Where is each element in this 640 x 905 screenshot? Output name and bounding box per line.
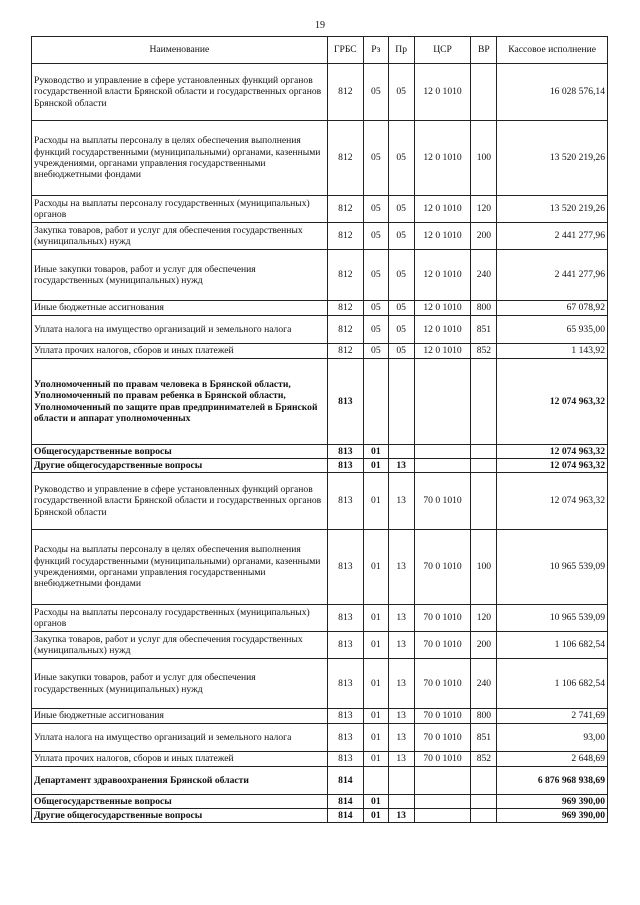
cell-name: Уплата налога на имущество организаций и земельного налога [32, 316, 328, 344]
cell-csr [414, 809, 471, 823]
table-row [32, 724, 608, 752]
cell-grbs: 813 [327, 724, 363, 752]
cell-grbs: 814 [327, 795, 363, 809]
column-header-rz: Рз [363, 37, 388, 64]
cell-pr: 05 [388, 223, 414, 250]
cell-amount: 12 074 963,32 [497, 359, 608, 445]
cell-name: Уплата прочих налогов, сборов и иных платежей [32, 752, 328, 767]
cell-rz: 05 [363, 250, 388, 301]
cell-name: Руководство и управление в сфере установленных функций органов государственной власти Брянской области и государственных органов Брянской области [32, 473, 328, 530]
cell-grbs: 813 [327, 709, 363, 724]
cell-csr [414, 767, 471, 795]
cell-csr: 70 0 1010 [414, 724, 471, 752]
cell-rz: 01 [363, 724, 388, 752]
cell-name: Другие общегосударственные вопросы [32, 459, 328, 473]
column-header-amount: Кассовое исполнение [497, 37, 608, 64]
cell-grbs: 813 [327, 530, 363, 605]
table-body [32, 64, 608, 823]
cell-pr: 13 [388, 709, 414, 724]
cell-csr: 12 0 1010 [414, 250, 471, 301]
column-header-pr: Пр [388, 37, 414, 64]
table-row [32, 767, 608, 795]
cell-rz: 01 [363, 605, 388, 632]
table-row [32, 605, 608, 632]
cell-rz [363, 359, 388, 445]
cell-csr: 12 0 1010 [414, 121, 471, 196]
cell-grbs: 812 [327, 223, 363, 250]
cell-grbs: 813 [327, 752, 363, 767]
cell-amount: 2 741,69 [497, 709, 608, 724]
table-row [32, 459, 608, 473]
table-row [32, 530, 608, 605]
cell-csr [414, 459, 471, 473]
cell-name: Закупка товаров, работ и услуг для обеспечения государственных (муниципальных) нужд [32, 223, 328, 250]
cell-rz: 05 [363, 301, 388, 316]
table-row [32, 359, 608, 445]
cell-rz: 05 [363, 344, 388, 359]
table-header-row [32, 37, 608, 64]
cell-grbs: 813 [327, 473, 363, 530]
cell-amount: 1 106 682,54 [497, 632, 608, 659]
cell-grbs: 813 [327, 632, 363, 659]
cell-name: Расходы на выплаты персоналу в целях обеспечения выполнения функций государственными (муниципальными) органами, казенными учреждениями, органами управления государственными внебюджетными фондами [32, 121, 328, 196]
page-number: 19 [315, 20, 325, 31]
table-row [32, 223, 608, 250]
cell-amount: 67 078,92 [497, 301, 608, 316]
cell-grbs: 812 [327, 301, 363, 316]
cell-amount: 2 441 277,96 [497, 223, 608, 250]
cell-amount: 10 965 539,09 [497, 605, 608, 632]
cell-name: Иные бюджетные ассигнования [32, 301, 328, 316]
table-row [32, 344, 608, 359]
cell-vr: 852 [471, 752, 497, 767]
cell-vr: 851 [471, 316, 497, 344]
cell-name: Расходы на выплаты персоналу государственных (муниципальных) органов [32, 196, 328, 223]
budget-table [31, 36, 608, 823]
cell-name: Уплата прочих налогов, сборов и иных платежей [32, 344, 328, 359]
cell-csr: 70 0 1010 [414, 659, 471, 709]
cell-vr [471, 795, 497, 809]
cell-grbs: 813 [327, 359, 363, 445]
cell-csr: 70 0 1010 [414, 605, 471, 632]
cell-vr: 240 [471, 659, 497, 709]
cell-pr: 13 [388, 632, 414, 659]
cell-amount: 65 935,00 [497, 316, 608, 344]
cell-name: Общегосударственные вопросы [32, 795, 328, 809]
cell-amount: 1 106 682,54 [497, 659, 608, 709]
cell-pr: 13 [388, 459, 414, 473]
cell-csr: 12 0 1010 [414, 301, 471, 316]
cell-amount: 12 074 963,32 [497, 459, 608, 473]
cell-grbs: 813 [327, 459, 363, 473]
table-row [32, 632, 608, 659]
cell-pr: 05 [388, 316, 414, 344]
cell-csr: 70 0 1010 [414, 473, 471, 530]
cell-csr: 12 0 1010 [414, 223, 471, 250]
cell-name: Общегосударственные вопросы [32, 445, 328, 459]
cell-csr: 12 0 1010 [414, 344, 471, 359]
cell-rz: 01 [363, 709, 388, 724]
cell-amount: 13 520 219,26 [497, 196, 608, 223]
cell-rz: 05 [363, 316, 388, 344]
cell-pr: 05 [388, 301, 414, 316]
cell-rz: 01 [363, 473, 388, 530]
cell-pr: 13 [388, 473, 414, 530]
cell-amount: 2 648,69 [497, 752, 608, 767]
cell-pr: 13 [388, 752, 414, 767]
cell-amount: 2 441 277,96 [497, 250, 608, 301]
cell-rz: 01 [363, 752, 388, 767]
cell-grbs: 812 [327, 250, 363, 301]
column-header-grbs: ГРБС [327, 37, 363, 64]
table-row [32, 121, 608, 196]
cell-grbs: 813 [327, 659, 363, 709]
cell-pr: 05 [388, 344, 414, 359]
cell-vr [471, 473, 497, 530]
cell-vr: 100 [471, 121, 497, 196]
cell-pr [388, 795, 414, 809]
cell-rz: 01 [363, 445, 388, 459]
cell-rz: 05 [363, 121, 388, 196]
cell-amount: 10 965 539,09 [497, 530, 608, 605]
cell-pr: 13 [388, 530, 414, 605]
cell-vr: 200 [471, 632, 497, 659]
cell-csr [414, 795, 471, 809]
cell-pr [388, 445, 414, 459]
cell-name: Уплата налога на имущество организаций и земельного налога [32, 724, 328, 752]
cell-grbs: 813 [327, 605, 363, 632]
cell-name: Другие общегосударственные вопросы [32, 809, 328, 823]
cell-vr: 120 [471, 605, 497, 632]
cell-rz: 01 [363, 809, 388, 823]
cell-grbs: 812 [327, 344, 363, 359]
cell-pr [388, 767, 414, 795]
table-row [32, 473, 608, 530]
cell-csr: 70 0 1010 [414, 632, 471, 659]
cell-csr: 70 0 1010 [414, 752, 471, 767]
table-row [32, 301, 608, 316]
cell-amount: 16 028 576,14 [497, 64, 608, 121]
cell-pr [388, 359, 414, 445]
cell-grbs: 814 [327, 809, 363, 823]
cell-name: Иные закупки товаров, работ и услуг для обеспечения государственных (муниципальных) нужд [32, 659, 328, 709]
cell-amount: 13 520 219,26 [497, 121, 608, 196]
cell-vr: 240 [471, 250, 497, 301]
cell-amount: 12 074 963,32 [497, 473, 608, 530]
cell-rz: 01 [363, 632, 388, 659]
cell-vr [471, 64, 497, 121]
cell-amount: 6 876 968 938,69 [497, 767, 608, 795]
cell-vr: 800 [471, 709, 497, 724]
table-row [32, 64, 608, 121]
cell-name: Уполномоченный по правам человека в Брянской области, Уполномоченный по правам ребенка в Брянской области, Уполномоченный по защите прав предпринимателей в Брянской области и аппарат уполномоченных [32, 359, 328, 445]
cell-pr: 13 [388, 724, 414, 752]
cell-grbs: 814 [327, 767, 363, 795]
cell-name: Закупка товаров, работ и услуг для обеспечения государственных (муниципальных) нужд [32, 632, 328, 659]
table-row [32, 752, 608, 767]
cell-grbs: 812 [327, 316, 363, 344]
cell-grbs: 812 [327, 121, 363, 196]
cell-name: Департамент здравоохранения Брянской области [32, 767, 328, 795]
cell-amount: 969 390,00 [497, 809, 608, 823]
cell-rz: 01 [363, 459, 388, 473]
column-header-csr: ЦСР [414, 37, 471, 64]
table-row [32, 659, 608, 709]
cell-vr: 851 [471, 724, 497, 752]
cell-amount: 969 390,00 [497, 795, 608, 809]
cell-amount: 12 074 963,32 [497, 445, 608, 459]
cell-rz: 05 [363, 196, 388, 223]
cell-rz: 01 [363, 530, 388, 605]
cell-pr: 05 [388, 64, 414, 121]
cell-csr: 70 0 1010 [414, 709, 471, 724]
cell-pr: 13 [388, 809, 414, 823]
table-row [32, 250, 608, 301]
cell-csr: 12 0 1010 [414, 64, 471, 121]
table-row [32, 809, 608, 823]
table-row [32, 445, 608, 459]
cell-vr: 200 [471, 223, 497, 250]
cell-vr: 852 [471, 344, 497, 359]
cell-rz: 05 [363, 223, 388, 250]
cell-name: Расходы на выплаты персоналу в целях обеспечения выполнения функций государственными (муниципальными) органами, казенными учреждениями, органами управления государственными внебюджетными фондами [32, 530, 328, 605]
cell-vr: 100 [471, 530, 497, 605]
column-header-vr: ВР [471, 37, 497, 64]
cell-pr: 13 [388, 659, 414, 709]
cell-rz [363, 767, 388, 795]
cell-vr: 120 [471, 196, 497, 223]
cell-grbs: 813 [327, 445, 363, 459]
cell-csr [414, 445, 471, 459]
table-row [32, 709, 608, 724]
cell-grbs: 812 [327, 64, 363, 121]
cell-amount: 93,00 [497, 724, 608, 752]
cell-pr: 05 [388, 250, 414, 301]
cell-pr: 05 [388, 196, 414, 223]
cell-rz: 01 [363, 795, 388, 809]
cell-name: Иные бюджетные ассигнования [32, 709, 328, 724]
cell-csr: 70 0 1010 [414, 530, 471, 605]
cell-name: Руководство и управление в сфере установленных функций органов государственной власти Брянской области и государственных органов Брянской области [32, 64, 328, 121]
cell-csr: 12 0 1010 [414, 316, 471, 344]
column-header-name: Наименование [32, 37, 328, 64]
cell-vr [471, 459, 497, 473]
table-row [32, 316, 608, 344]
table-row [32, 196, 608, 223]
cell-name: Иные закупки товаров, работ и услуг для обеспечения государственных (муниципальных) нужд [32, 250, 328, 301]
table-row [32, 795, 608, 809]
cell-name: Расходы на выплаты персоналу государственных (муниципальных) органов [32, 605, 328, 632]
cell-vr: 800 [471, 301, 497, 316]
cell-csr: 12 0 1010 [414, 196, 471, 223]
cell-vr [471, 359, 497, 445]
cell-amount: 1 143,92 [497, 344, 608, 359]
cell-vr [471, 767, 497, 795]
cell-pr: 13 [388, 605, 414, 632]
cell-rz: 01 [363, 659, 388, 709]
cell-csr [414, 359, 471, 445]
cell-vr [471, 445, 497, 459]
cell-rz: 05 [363, 64, 388, 121]
cell-vr [471, 809, 497, 823]
cell-pr: 05 [388, 121, 414, 196]
cell-grbs: 812 [327, 196, 363, 223]
